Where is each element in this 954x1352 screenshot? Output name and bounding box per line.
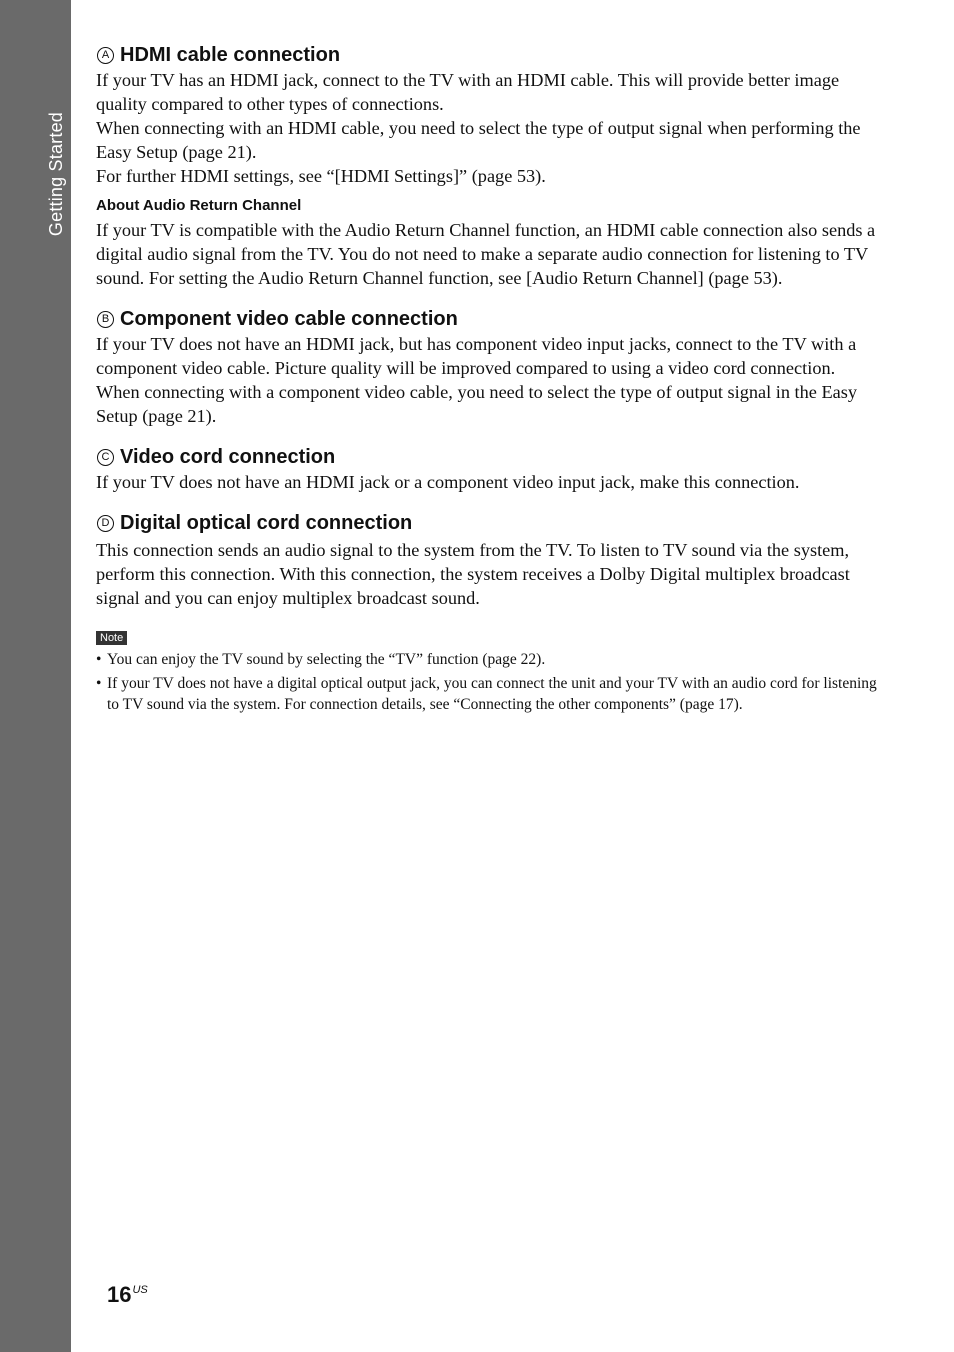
side-tab-label: Getting Started bbox=[46, 112, 66, 237]
section-heading-text: HDMI cable connection bbox=[120, 44, 341, 66]
page-content bbox=[96, 42, 886, 718]
paragraph: When connecting with a component video cable, you need to select the type of output signal in the Easy Setup (page 21). bbox=[96, 382, 857, 426]
section-heading-text: Video cord connection bbox=[120, 446, 336, 468]
note-block bbox=[96, 628, 886, 715]
page-number-suffix: US bbox=[132, 1284, 148, 1296]
section-heading bbox=[96, 306, 886, 332]
side-tab bbox=[0, 0, 71, 1352]
section-heading bbox=[96, 444, 886, 470]
section-heading-text: Component video cable connection bbox=[120, 308, 458, 330]
section-video-cord bbox=[96, 444, 886, 494]
note-item-text: If your TV does not have a digital optical output jack, you can connect the unit and your TV with an audio cord for listening to TV sound via the system. For connection details, see “Connecting the other components” (page 17). bbox=[107, 675, 877, 713]
note-item bbox=[96, 649, 886, 670]
note-badge: Note bbox=[96, 631, 127, 645]
paragraph: If your TV is compatible with the Audio Return Channel function, an HDMI cable connection also sends a digital audio signal from the TV. You do not need to make a separate audio connection for listening to TV sound. For setting the Audio Return Channel function, see [Audio Return Channel] (page 53). bbox=[96, 220, 876, 288]
section-heading-text: Digital optical cord connection bbox=[120, 512, 413, 534]
paragraph: If your TV has an HDMI jack, connect to the TV with an HDMI cable. This will provide better image quality compared to other types of connections. bbox=[96, 70, 840, 114]
bullet-icon: • bbox=[96, 651, 102, 668]
circle-marker-icon: A bbox=[97, 47, 114, 64]
section-optical bbox=[96, 510, 886, 610]
paragraph: If your TV does not have an HDMI jack, but has component video input jacks, connect to the TV with a component video cable. Picture quality will be improved compared to using a video cord connection. bbox=[96, 334, 857, 378]
note-item-text: You can enjoy the TV sound by selecting the “TV” function (page 22). bbox=[107, 651, 546, 668]
section-heading bbox=[96, 510, 886, 536]
section-heading bbox=[96, 42, 886, 68]
paragraph: When connecting with an HDMI cable, you need to select the type of output signal when performing the Easy Setup (page 21). bbox=[96, 118, 861, 162]
circle-marker-icon: B bbox=[97, 311, 114, 328]
paragraph: If your TV does not have an HDMI jack or a component video input jack, make this connection. bbox=[96, 472, 800, 492]
bullet-icon: • bbox=[96, 675, 102, 692]
note-item bbox=[96, 673, 886, 715]
paragraph: For further HDMI settings, see “[HDMI Settings]” (page 53). bbox=[96, 166, 546, 186]
sub-heading: About Audio Return Channel bbox=[96, 197, 302, 214]
circle-marker-icon: D bbox=[97, 515, 114, 532]
section-hdmi bbox=[96, 42, 886, 290]
page-number bbox=[107, 1282, 148, 1308]
page-number-value: 16 bbox=[107, 1282, 132, 1307]
circle-marker-icon: C bbox=[97, 449, 114, 466]
section-component bbox=[96, 306, 886, 428]
paragraph: This connection sends an audio signal to the system from the TV. To listen to TV sound via the system, perform this connection. With this connection, the system receives a Dolby Digital multiplex broadcast signal and you can enjoy multiplex broadcast sound. bbox=[96, 540, 850, 608]
note-list bbox=[96, 649, 886, 715]
